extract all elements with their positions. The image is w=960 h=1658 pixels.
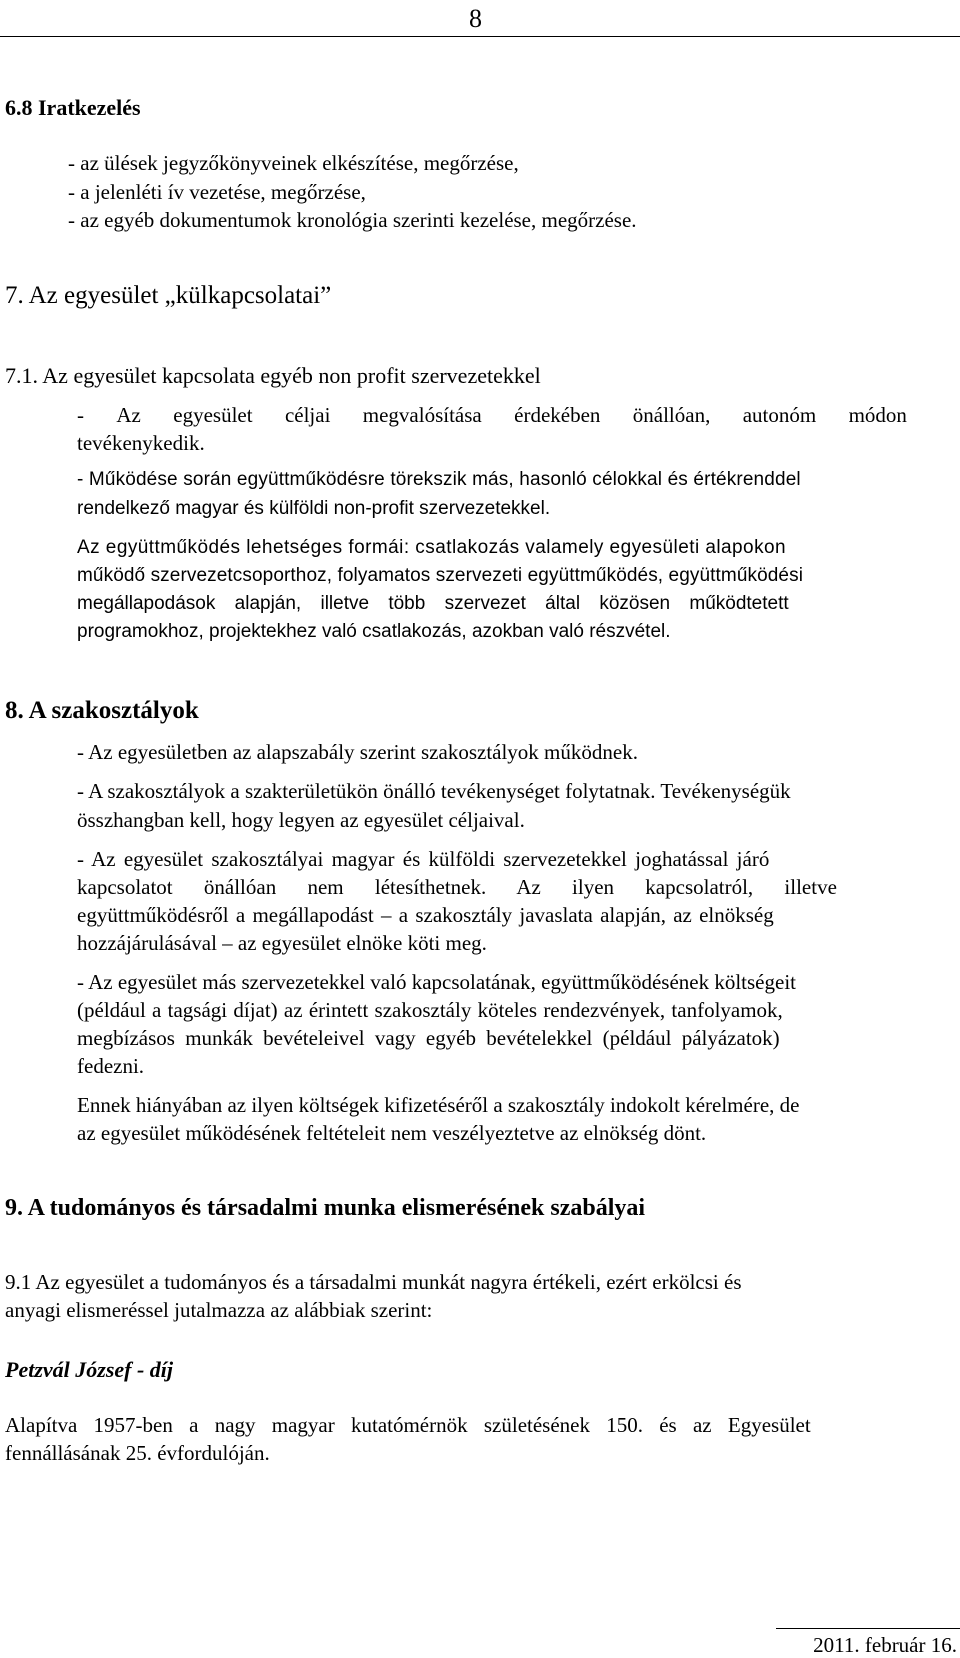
paragraph-line: tevékenykedik.	[77, 431, 205, 455]
paragraph-line: - Működése során együttműködésre törekszik más, hasonló célokkal és értékrenddel	[77, 469, 801, 490]
list-item: - az egyéb dokumentumok kronológia szerinti kezelése, megőrzése.	[68, 208, 637, 232]
header-divider	[0, 36, 960, 37]
word: egyesület	[173, 403, 253, 427]
paragraph-line: az egyesület működésének feltételeit nem veszélyeztetve az elnökség dönt.	[77, 1121, 707, 1145]
word: Az	[116, 403, 141, 427]
word: megvalósítása	[362, 403, 482, 427]
paragraph-line: együttműködésről a megállapodást – a szakosztály javaslata alapján, az elnökség	[77, 903, 774, 927]
paragraph-line: működő szervezetcsoporthoz, folyamatos szervezeti együttműködés, együttműködési	[77, 565, 804, 586]
word: érdekében	[514, 403, 601, 427]
list-item: - a jelenléti ív vezetése, megőrzése,	[68, 180, 366, 204]
paragraph-line: fedezni.	[77, 1054, 145, 1078]
section-heading: 9. A tudományos és társadalmi munka elismerésének szabályai	[5, 1195, 646, 1221]
paragraph-line: rendelkező magyar és külföldi non-profit szervezetekkel.	[77, 498, 551, 519]
list-item: - az ülések jegyzőkönyveinek elkészítése, megőrzése,	[68, 151, 519, 175]
footer-date: 2011. február 16.	[813, 1633, 957, 1657]
paragraph-line: Alapítva 1957-ben a nagy magyar kutatómérnök születésének 150. és az Egyesület	[5, 1413, 811, 1437]
word: módon	[848, 403, 907, 427]
paragraph-line: - Az egyesület szakosztályai magyar és külföldi szervezetekkel joghatással járó	[77, 847, 770, 871]
paragraph-line: Ennek hiányában az ilyen költségek kifizetéséről a szakosztály indokolt kérelmére, de	[77, 1093, 800, 1117]
section-heading: 8. A szakosztályok	[5, 697, 199, 724]
word: autonóm	[742, 403, 817, 427]
word: céljai	[284, 403, 331, 427]
subsection-heading: 7.1. Az egyesület kapcsolata egyéb non profit szervezetekkel	[5, 363, 541, 388]
paragraph-line: - Az egyesületben az alapszabály szerint szakosztályok működnek.	[77, 740, 638, 764]
section-heading: 6.8 Iratkezelés	[5, 95, 141, 120]
word: önállóan,	[632, 403, 711, 427]
paragraph-line: anyagi elismeréssel jutalmazza az alábbiak szerint:	[5, 1298, 433, 1322]
page-number: 8	[469, 4, 482, 33]
paragraph-line: hozzájárulásával – az egyesület elnöke köti meg.	[77, 931, 487, 955]
paragraph-line: (például a tagsági díjat) az érintett szakosztály köteles rendezvények, tanfolyamok,	[77, 998, 783, 1022]
section-heading: 7. Az egyesület „külkapcsolatai”	[5, 282, 332, 309]
paragraph-line: összhangban kell, hogy legyen az egyesület céljaival.	[77, 808, 525, 832]
paragraph-line: - A szakosztályok a szakterületükön önálló tevékenységet folytatnak. Tevékenységük	[77, 779, 791, 803]
paragraph-line: 9.1 Az egyesület a tudományos és a társadalmi munkát nagyra értékeli, ezért erkölcsi és	[5, 1270, 742, 1294]
paragraph-line: Az együttműködés lehetséges formái: csatlakozás valamely egyesületi alapokon	[77, 537, 787, 558]
footer-divider	[776, 1628, 960, 1629]
paragraph-line: fennállásának 25. évfordulóján.	[5, 1441, 270, 1465]
paragraph-line: programokhoz, projektekhez való csatlakozás, azokban való részvétel.	[77, 621, 671, 642]
paragraph-line: megbízásos munkák bevételeivel vagy egyéb bevételekkel (például pályázatok)	[77, 1026, 780, 1050]
paragraph-line: megállapodások alapján, illetve több szervezet által közösen működtetett	[77, 593, 789, 614]
paragraph-line	[77, 403, 907, 428]
paragraph-line: - Az egyesület más szervezetekkel való kapcsolatának, együttműködésének költségeit	[77, 970, 796, 994]
award-title: Petzvál József - díj	[5, 1357, 174, 1382]
paragraph-line: kapcsolatot önállóan nem létesíthetnek. Az ilyen kapcsolatról, illetve	[77, 875, 837, 899]
word: -	[77, 403, 84, 427]
